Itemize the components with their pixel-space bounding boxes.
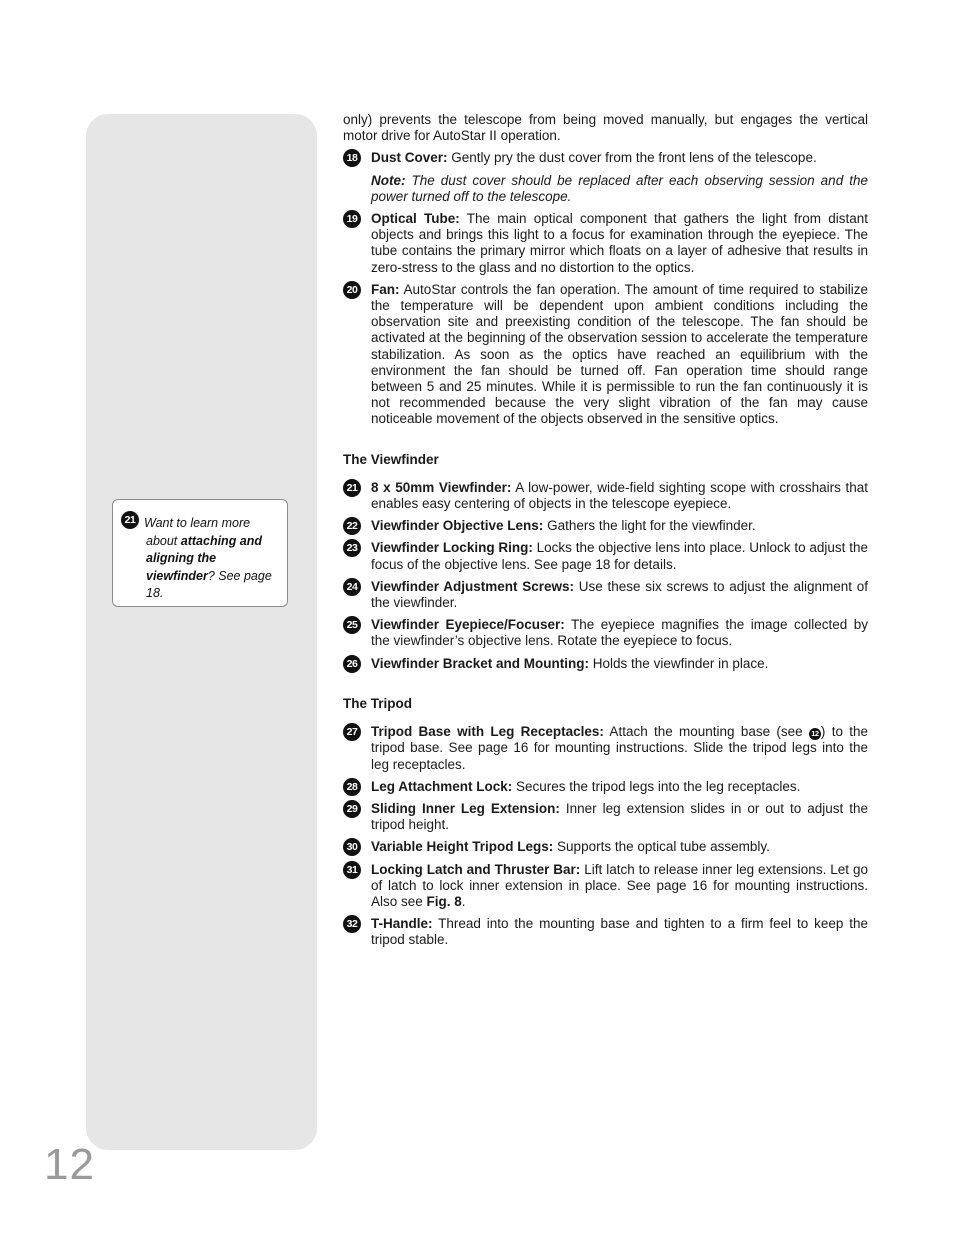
item-text-pre: Lift latch to release inner leg extensions. Let go of latch to lock inner extension in place. See page 16 for mounting instructions. Also see — [371, 861, 868, 909]
list-item — [343, 779, 868, 795]
intro-paragraph: only) prevents the telescope from being moved manually, but engages the vertical motor drive for AutoStar II operation. — [343, 112, 868, 144]
list-item — [343, 480, 868, 512]
item-number-badge: 27 — [343, 723, 361, 741]
list-item — [343, 862, 868, 911]
item-number-badge: 32 — [343, 915, 361, 933]
item-title: T-Handle: — [371, 916, 433, 932]
item-text-post: . — [461, 893, 466, 909]
item-number-badge: 23 — [343, 539, 361, 557]
section-heading-tripod: The Tripod — [343, 695, 412, 711]
item-title: Leg Attachment Lock: — [371, 778, 513, 794]
item-number-badge: 20 — [343, 281, 361, 299]
item-title: 8 x 50mm Viewfinder: — [371, 479, 512, 495]
item-title: Locking Latch and Thruster Bar: — [371, 861, 581, 877]
item-number-badge: 29 — [343, 800, 361, 818]
item-text: Gently pry the dust cover from the front lens of the telescope. — [447, 150, 817, 166]
sidebar-panel — [86, 114, 317, 1150]
list-item — [343, 150, 868, 166]
item-number-badge: 28 — [343, 778, 361, 796]
item-text: Thread into the mounting base and tighten to a firm feel to keep the tripod stable. — [371, 916, 868, 948]
item-title: Sliding Inner Leg Extension: — [371, 800, 560, 816]
item-text-pre: Attach the mounting base (see — [603, 724, 809, 740]
item-text: Supports the optical tube assembly. — [553, 839, 770, 855]
note-paragraph — [343, 173, 868, 205]
note-text: The dust cover should be replaced after each observing session and the power turned off to the telescope. — [371, 172, 868, 204]
list-item — [343, 540, 868, 572]
item-text: A low-power, wide-field sighting scope with crosshairs that enables easy centering of objects in the telescope eyepiece. — [371, 479, 868, 512]
list-item — [343, 518, 868, 534]
list-item — [343, 282, 868, 428]
list-item — [343, 617, 868, 649]
item-text: Secures the tripod legs into the leg receptacles. — [512, 778, 801, 794]
list-item — [343, 839, 868, 855]
item-title: Tripod Base with Leg Receptacles: — [371, 724, 604, 740]
list-item — [343, 724, 868, 773]
item-number-badge: 30 — [343, 838, 361, 856]
item-title: Viewfinder Eyepiece/Focuser: — [371, 617, 565, 633]
item-number-badge: 25 — [343, 616, 361, 634]
sidebar-note-pre: Want to learn more about — [144, 516, 251, 548]
item-title: Dust Cover: — [371, 150, 448, 166]
list-item — [343, 801, 868, 833]
list-item — [343, 211, 868, 276]
item-title: Viewfinder Objective Lens: — [371, 518, 544, 534]
list-item — [343, 916, 868, 948]
item-text: Use these six screws to adjust the alignment of the viewfinder. — [371, 578, 868, 611]
page-number: 12 — [44, 1140, 95, 1189]
note-label: Note: — [371, 172, 406, 188]
item-text: Gathers the light for the viewfinder. — [543, 518, 756, 534]
item-number-badge: 22 — [343, 517, 361, 535]
item-text: Locks the objective lens into place. Unlock to adjust the focus of the objective lens. See page 18 for details. — [371, 540, 868, 572]
item-number-badge: 18 — [343, 149, 361, 167]
section-heading-viewfinder: The Viewfinder — [343, 451, 439, 467]
item-title: Fan: — [371, 281, 400, 297]
item-number-badge: 21 — [343, 479, 361, 497]
sidebar-note — [112, 499, 288, 607]
sidebar-note-post: ? See page 18. — [146, 568, 272, 600]
item-number-badge: 19 — [343, 210, 361, 228]
item-number-badge: 31 — [343, 861, 361, 879]
item-title: Viewfinder Locking Ring: — [371, 540, 533, 556]
note-number-badge: 21 — [121, 511, 139, 529]
item-text: AutoStar controls the fan operation. The amount of time required to stabilize the temperature will be dependent upon ambient conditions including the observation site and preexisting condition of the telescope. The fan should be activated at the beginning of the observation session to accelerate the temperature stabilization. As soon as the optics have reached an equilibrium with the environment the fan should be turned off. Fan operation time should range between 5 and 25 minutes. While it is permissible to run the fan continuously it is not recommended because the very slight vibration of the fan may cause noticeable movement of the objects observed in the sensitive optics. — [371, 281, 868, 427]
item-text: The eyepiece magnifies the image collected by the viewfinder’s objective lens. Rotate the eyepiece to focus. — [371, 617, 868, 649]
list-item — [343, 656, 868, 672]
figure-reference: Fig. 8 — [426, 893, 462, 909]
item-text: Inner leg extension slides in or out to adjust the tripod height. — [371, 800, 868, 833]
sidebar-note-bold: attaching and aligning the viewfinder — [146, 533, 263, 583]
main-content — [343, 112, 868, 955]
reference-badge: 12 — [809, 728, 821, 740]
item-number-badge: 24 — [343, 578, 361, 596]
item-title: Viewfinder Adjustment Screws: — [371, 578, 575, 594]
item-text: Holds the viewfinder in place. — [589, 655, 769, 671]
item-number-badge: 26 — [343, 655, 361, 673]
item-title: Viewfinder Bracket and Mounting: — [371, 655, 590, 671]
item-title: Optical Tube: — [371, 211, 460, 227]
item-text-post: ) to the tripod base. See page 16 for mounting instructions. Slide the tripod legs into the leg receptacles. — [371, 724, 868, 772]
item-text: The main optical component that gathers the light from distant objects and brings this light to a focus for examination through the eyepiece. The tube contains the primary mirror which floats on a layer of adhesive that results in zero-stress to the glass and no distortion to the optics. — [371, 211, 868, 275]
list-item — [343, 579, 868, 611]
sidebar-note-text — [146, 515, 282, 603]
item-title: Variable Height Tripod Legs: — [371, 839, 554, 855]
